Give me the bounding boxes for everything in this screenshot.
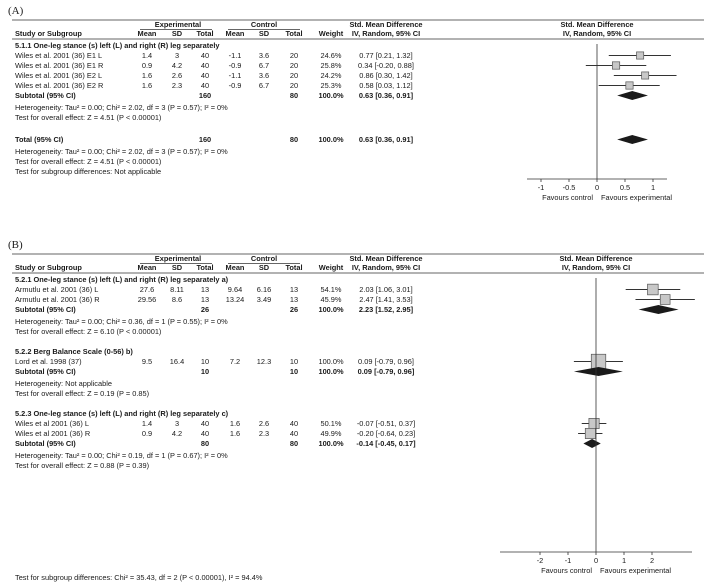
study-ci-text: 2.03 [1.06, 3.01] xyxy=(359,285,413,294)
study-name: Wiles et al 2001 (36) L xyxy=(15,419,89,428)
study-c-total: 13 xyxy=(289,285,299,294)
study-name: Wiles et al. 2001 (36) E1 R xyxy=(15,61,104,70)
header-weight: Weight xyxy=(318,29,344,38)
study-e-mean: 1.4 xyxy=(141,419,153,428)
study-e-mean: 1.4 xyxy=(141,51,153,60)
study-weight: 50.1% xyxy=(320,419,342,428)
study-e-sd: 4.2 xyxy=(171,429,183,438)
header-smd-plot: Std. Mean Difference xyxy=(560,20,634,29)
study-marker xyxy=(642,72,649,79)
study-c-total: 40 xyxy=(289,419,299,428)
study-c-total: 20 xyxy=(289,51,299,60)
study-e-total: 40 xyxy=(200,81,210,90)
study-marker xyxy=(612,62,619,69)
study-e-sd: 3 xyxy=(174,419,180,428)
study-ci-text: 0.86 [0.30, 1.42] xyxy=(359,71,413,80)
x-tick-label: 2 xyxy=(649,556,655,565)
study-e-total: 13 xyxy=(200,295,210,304)
study-c-sd: 2.3 xyxy=(258,429,270,438)
header-e-mean: Mean xyxy=(137,263,157,272)
subgroup-title: 5.1.1 One-leg stance (s) left (L) and right (R) leg separately xyxy=(15,41,220,50)
study-e-total: 13 xyxy=(200,285,210,294)
study-ci-text: 0.34 [-0.20, 0.88] xyxy=(358,61,414,70)
study-weight: 25.3% xyxy=(320,81,342,90)
study-ci-text: 0.58 [0.03, 1.12] xyxy=(359,81,413,90)
study-name: Wiles et al. 2001 (36) E2 L xyxy=(15,71,103,80)
subtotal-diamond xyxy=(639,305,679,314)
total-heterogeneity-text: Heterogeneity: Tau² = 0.00; Chi² = 2.02, df = 3 (P = 0.57); I² = 0% xyxy=(15,147,228,156)
study-c-mean: 13.24 xyxy=(225,295,245,304)
study-c-total: 40 xyxy=(289,429,299,438)
total-weight: 100.0% xyxy=(318,135,344,144)
subtotal-weight: 100.0% xyxy=(318,439,344,448)
heterogeneity-text: Heterogeneity: Tau² = 0.00; Chi² = 0.19, df = 1 (P = 0.67); I² = 0% xyxy=(15,451,228,460)
study-c-mean: 1.6 xyxy=(229,429,241,438)
header-method-plot: IV, Random, 95% CI xyxy=(562,29,632,38)
study-c-mean: -1.1 xyxy=(228,51,242,60)
study-c-sd: 2.6 xyxy=(258,419,270,428)
study-marker xyxy=(585,428,595,438)
study-marker xyxy=(589,418,599,428)
study-ci-text: 0.09 [-0.79, 0.96] xyxy=(358,357,414,366)
study-c-total: 13 xyxy=(289,295,299,304)
study-e-sd: 2.6 xyxy=(171,71,183,80)
header-c-mean: Mean xyxy=(225,263,245,272)
subgroup-title: 5.2.1 One-leg stance (s) left (L) and right (R) leg separately a) xyxy=(15,275,229,284)
header-c-total: Total xyxy=(285,263,303,272)
header-smd-text: Std. Mean Difference xyxy=(349,254,423,263)
study-e-total: 40 xyxy=(200,71,210,80)
header-c-mean: Mean xyxy=(225,29,245,38)
study-marker xyxy=(648,284,659,295)
subtotal-e-total: 10 xyxy=(200,367,210,376)
header-method-plot: IV, Random, 95% CI xyxy=(561,263,631,272)
study-e-mean: 0.9 xyxy=(141,429,153,438)
header-experimental: Experimental xyxy=(154,20,202,29)
subtotal-diamond xyxy=(583,439,600,448)
header-c-sd: SD xyxy=(258,263,270,272)
total-c-total: 80 xyxy=(289,135,299,144)
header-study: Study or Subgroup xyxy=(15,29,82,38)
x-tick-label: 1 xyxy=(621,556,627,565)
study-e-total: 40 xyxy=(200,429,210,438)
header-c-sd: SD xyxy=(258,29,270,38)
study-e-sd: 8.6 xyxy=(171,295,183,304)
study-e-mean: 29.56 xyxy=(137,295,157,304)
study-c-mean: 9.64 xyxy=(227,285,243,294)
subtotal-ci-text: 0.63 [0.36, 0.91] xyxy=(358,91,414,100)
study-e-total: 10 xyxy=(200,357,210,366)
study-weight: 25.8% xyxy=(320,61,342,70)
x-tick-label: 0 xyxy=(593,556,599,565)
study-c-sd: 6.16 xyxy=(256,285,272,294)
study-c-sd: 3.6 xyxy=(258,71,270,80)
study-c-total: 10 xyxy=(289,357,299,366)
study-e-sd: 4.2 xyxy=(171,61,183,70)
header-e-total: Total xyxy=(196,263,214,272)
study-e-total: 40 xyxy=(200,51,210,60)
subtotal-label: Subtotal (95% CI) xyxy=(15,367,76,376)
study-c-mean: -0.9 xyxy=(228,61,242,70)
study-e-total: 40 xyxy=(200,61,210,70)
header-control: Control xyxy=(250,20,278,29)
study-ci-text: 2.47 [1.41, 3.53] xyxy=(359,295,413,304)
x-tick-label: -1 xyxy=(564,556,572,565)
study-c-total: 20 xyxy=(289,61,299,70)
header-study: Study or Subgroup xyxy=(15,263,82,272)
study-e-sd: 3 xyxy=(174,51,180,60)
header-smd-text: Std. Mean Difference xyxy=(349,20,423,29)
subtotal-c-total: 80 xyxy=(289,439,299,448)
panel-label: (B) xyxy=(8,239,23,251)
subtotal-c-total: 80 xyxy=(289,91,299,100)
panel-label: (A) xyxy=(8,5,24,17)
subtotal-ci-text: 2.23 [1.52, 2.95] xyxy=(358,305,414,314)
total-effect-text: Test for overall effect: Z = 4.51 (P < 0.00001) xyxy=(15,157,162,166)
study-c-mean: 1.6 xyxy=(229,419,241,428)
subtotal-e-total: 80 xyxy=(200,439,210,448)
study-c-sd: 3.6 xyxy=(258,51,270,60)
x-tick-label: -2 xyxy=(536,556,544,565)
x-tick-label: -0.5 xyxy=(562,183,576,192)
header-control: Control xyxy=(250,254,278,263)
overall-effect-text: Test for overall effect: Z = 6.10 (P < 0.00001) xyxy=(15,327,162,336)
study-e-mean: 9.5 xyxy=(141,357,153,366)
favours-experimental-label: Favours experimental xyxy=(601,193,673,202)
study-c-sd: 12.3 xyxy=(256,357,272,366)
header-e-sd: SD xyxy=(171,29,183,38)
subtotal-diamond xyxy=(574,367,623,376)
study-ci-text: -0.07 [-0.51, 0.37] xyxy=(356,419,416,428)
study-name: Wiles et al 2001 (36) R xyxy=(15,429,91,438)
study-marker xyxy=(637,52,644,59)
study-c-sd: 6.7 xyxy=(258,81,270,90)
study-name: Wiles et al. 2001 (36) E2 R xyxy=(15,81,104,90)
header-e-sd: SD xyxy=(171,263,183,272)
subtotal-c-total: 26 xyxy=(289,305,299,314)
study-c-sd: 6.7 xyxy=(258,61,270,70)
study-marker xyxy=(660,295,670,305)
subtotal-e-total: 160 xyxy=(198,91,212,100)
overall-effect-text: Test for overall effect: Z = 4.51 (P < 0.00001) xyxy=(15,113,162,122)
study-e-mean: 0.9 xyxy=(141,61,153,70)
heterogeneity-text: Heterogeneity: Tau² = 0.00; Chi² = 2.02, df = 3 (P = 0.57); I² = 0% xyxy=(15,103,228,112)
total-e-total: 160 xyxy=(198,135,212,144)
study-e-mean: 1.6 xyxy=(141,71,153,80)
study-ci-text: -0.20 [-0.64, 0.23] xyxy=(356,429,416,438)
total-label: Total (95% CI) xyxy=(15,135,64,144)
study-name: Wiles et al. 2001 (36) E1 L xyxy=(15,51,103,60)
total-diamond xyxy=(617,135,648,144)
header-e-total: Total xyxy=(196,29,214,38)
subgroup-title: 5.2.3 One-leg stance (s) left (L) and right (R) leg separately c) xyxy=(15,409,229,418)
study-c-mean: -1.1 xyxy=(228,71,242,80)
header-e-mean: Mean xyxy=(137,29,157,38)
favours-experimental-label: Favours experimental xyxy=(600,566,672,575)
study-ci-text: 0.77 [0.21, 1.32] xyxy=(359,51,413,60)
study-c-total: 20 xyxy=(289,81,299,90)
study-marker xyxy=(591,354,606,369)
study-weight: 24.6% xyxy=(320,51,342,60)
x-tick-label: 0 xyxy=(594,183,600,192)
subtotal-ci-text: -0.14 [-0.45, 0.17] xyxy=(356,439,416,448)
subtotal-c-total: 10 xyxy=(289,367,299,376)
x-tick-label: 1 xyxy=(650,183,656,192)
study-name: Armutlu et al. 2001 (36) R xyxy=(15,295,100,304)
x-tick-label: 0.5 xyxy=(619,183,631,192)
favours-control-label: Favours control xyxy=(542,193,593,202)
study-weight: 100.0% xyxy=(318,357,344,366)
subtotal-weight: 100.0% xyxy=(318,305,344,314)
heterogeneity-text: Heterogeneity: Not applicable xyxy=(15,379,112,388)
x-tick-label: -1 xyxy=(537,183,545,192)
subtotal-e-total: 26 xyxy=(200,305,210,314)
heterogeneity-text: Heterogeneity: Tau² = 0.00; Chi² = 0.36, df = 1 (P = 0.55); I² = 0% xyxy=(15,317,228,326)
subtotal-weight: 100.0% xyxy=(318,367,344,376)
study-e-sd: 16.4 xyxy=(169,357,185,366)
subgroup-test-text: Test for subgroup differences: Not applicable xyxy=(15,167,162,176)
study-e-sd: 8.11 xyxy=(170,285,184,294)
overall-effect-text: Test for overall effect: Z = 0.19 (P = 0.85) xyxy=(15,389,150,398)
study-c-mean: -0.9 xyxy=(228,81,242,90)
favours-control-label: Favours control xyxy=(541,566,592,575)
header-method-text: IV, Random, 95% CI xyxy=(351,29,421,38)
study-weight: 45.9% xyxy=(320,295,342,304)
study-c-sd: 3.49 xyxy=(256,295,272,304)
study-e-sd: 2.3 xyxy=(171,81,183,90)
header-smd-plot: Std. Mean Difference xyxy=(559,254,633,263)
subgroup-title: 5.2.2 Berg Balance Scale (0-56) b) xyxy=(15,347,133,356)
study-marker xyxy=(626,82,633,89)
study-weight: 49.9% xyxy=(320,429,342,438)
header-experimental: Experimental xyxy=(154,254,202,263)
subgroup-test-text: Test for subgroup differences: Chi² = 35.43, df = 2 (P < 0.00001), I² = 94.4% xyxy=(15,573,263,582)
overall-effect-text: Test for overall effect: Z = 0.88 (P = 0.39) xyxy=(15,461,150,470)
subtotal-label: Subtotal (95% CI) xyxy=(15,91,76,100)
subtotal-label: Subtotal (95% CI) xyxy=(15,439,76,448)
subtotal-ci-text: 0.09 [-0.79, 0.96] xyxy=(357,367,415,376)
header-weight: Weight xyxy=(318,263,344,272)
study-e-total: 40 xyxy=(200,419,210,428)
study-e-mean: 27.6 xyxy=(139,285,155,294)
study-c-total: 20 xyxy=(289,71,299,80)
subtotal-weight: 100.0% xyxy=(318,91,344,100)
study-weight: 54.1% xyxy=(320,285,342,294)
header-method-text: IV, Random, 95% CI xyxy=(351,263,421,272)
study-weight: 24.2% xyxy=(320,71,342,80)
subtotal-label: Subtotal (95% CI) xyxy=(15,305,76,314)
header-c-total: Total xyxy=(285,29,303,38)
total-ci-text: 0.63 [0.36, 0.91] xyxy=(358,135,414,144)
study-name: Lord et al. 1998 (37) xyxy=(15,357,82,366)
study-c-mean: 7.2 xyxy=(229,357,241,366)
study-e-mean: 1.6 xyxy=(141,81,153,90)
subtotal-diamond xyxy=(617,91,648,100)
study-name: Armutlu et al. 2001 (36) L xyxy=(15,285,99,294)
